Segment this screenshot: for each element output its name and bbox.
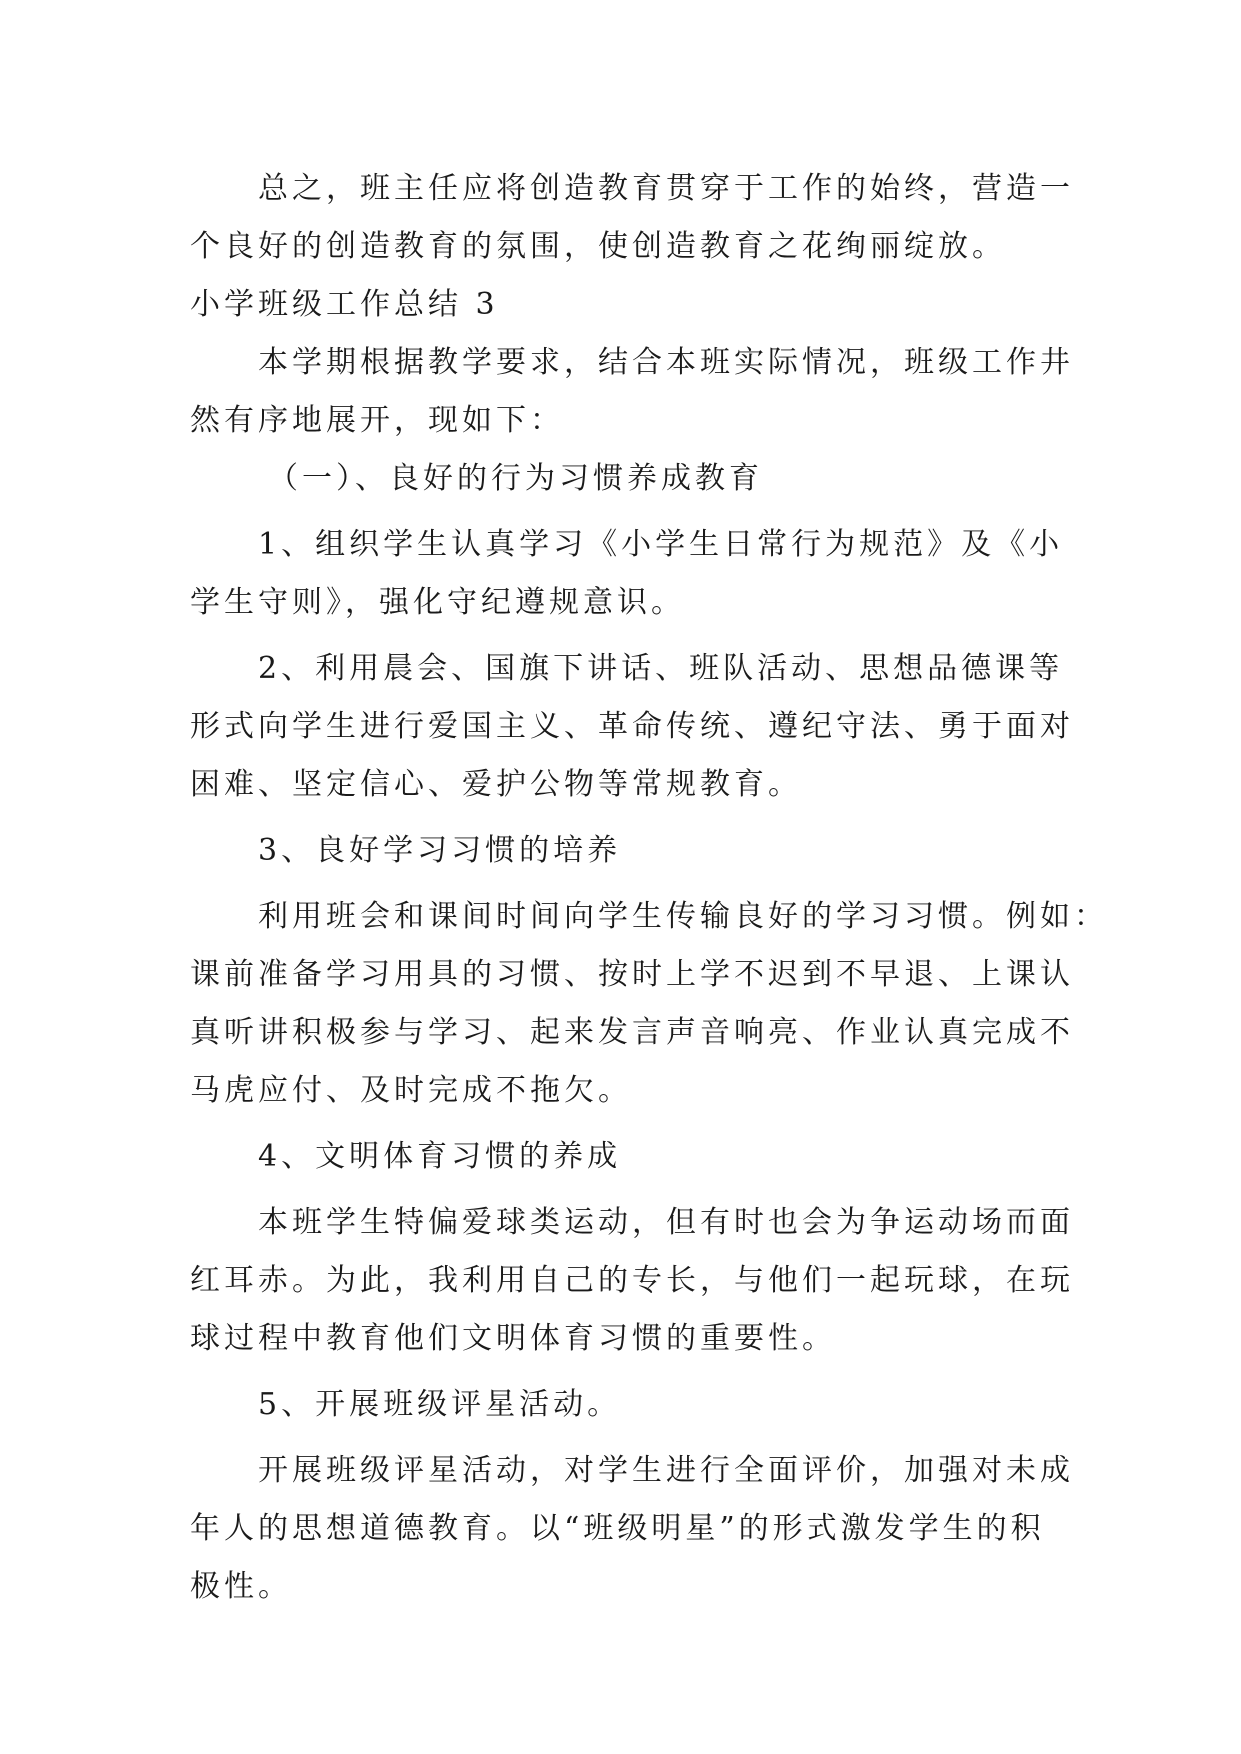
list-item: 3、良好学习习惯的培养 — [258, 833, 622, 868]
list-item: 4、文明体育习惯的养成 — [258, 1139, 622, 1174]
paragraph-line: 然有序地展开，现如下： — [190, 403, 564, 438]
paragraph-line: 极性。 — [190, 1569, 292, 1604]
list-item: 5、开展班级评星活动。 — [258, 1387, 622, 1422]
paragraph-line: 开展班级评星活动，对学生进行全面评价，加强对未成 — [258, 1453, 1074, 1488]
list-item-continuation: 困难、坚定信心、爱护公物等常规教育。 — [190, 767, 802, 802]
paragraph-line: 利用班会和课间时间向学生传输良好的学习习惯。例如： — [258, 899, 1108, 934]
paragraph-line: 课前准备学习用具的习惯、按时上学不迟到不早退、上课认 — [190, 957, 1074, 992]
list-item: 1、组织学生认真学习《小学生日常行为规范》及《小 — [258, 527, 1064, 562]
paragraph-line: 马虎应付、及时完成不拖欠。 — [190, 1073, 632, 1108]
paragraph-line: 年人的思想道德教育。以“班级明星”的形式激发学生的积 — [190, 1511, 1045, 1546]
paragraph-line: 红耳赤。为此，我利用自己的专长，与他们一起玩球，在玩 — [190, 1263, 1074, 1298]
list-item: 2、利用晨会、国旗下讲话、班队活动、思想品德课等 — [258, 651, 1064, 686]
section-title: 小学班级工作总结 3 — [190, 287, 499, 322]
paragraph-line: 本班学生特偏爱球类运动，但有时也会为争运动场而面 — [258, 1205, 1074, 1240]
paragraph-line: 真听讲积极参与学习、起来发言声音响亮、作业认真完成不 — [190, 1015, 1074, 1050]
subsection-heading: （一）、良好的行为习惯养成教育 — [268, 461, 763, 496]
document-body — [190, 160, 1108, 1616]
list-item-continuation: 形式向学生进行爱国主义、革命传统、遵纪守法、勇于面对 — [190, 709, 1074, 744]
paragraph-line: 本学期根据教学要求，结合本班实际情况，班级工作井 — [258, 345, 1074, 380]
paragraph-line: 个良好的创造教育的氛围，使创造教育之花绚丽绽放。 — [190, 229, 1006, 264]
list-item-continuation: 学生守则》，强化守纪遵规意识。 — [190, 585, 685, 620]
paragraph-line: 总之，班主任应将创造教育贯穿于工作的始终，营造一 — [258, 171, 1074, 206]
paragraph-line: 球过程中教育他们文明体育习惯的重要性。 — [190, 1321, 836, 1356]
